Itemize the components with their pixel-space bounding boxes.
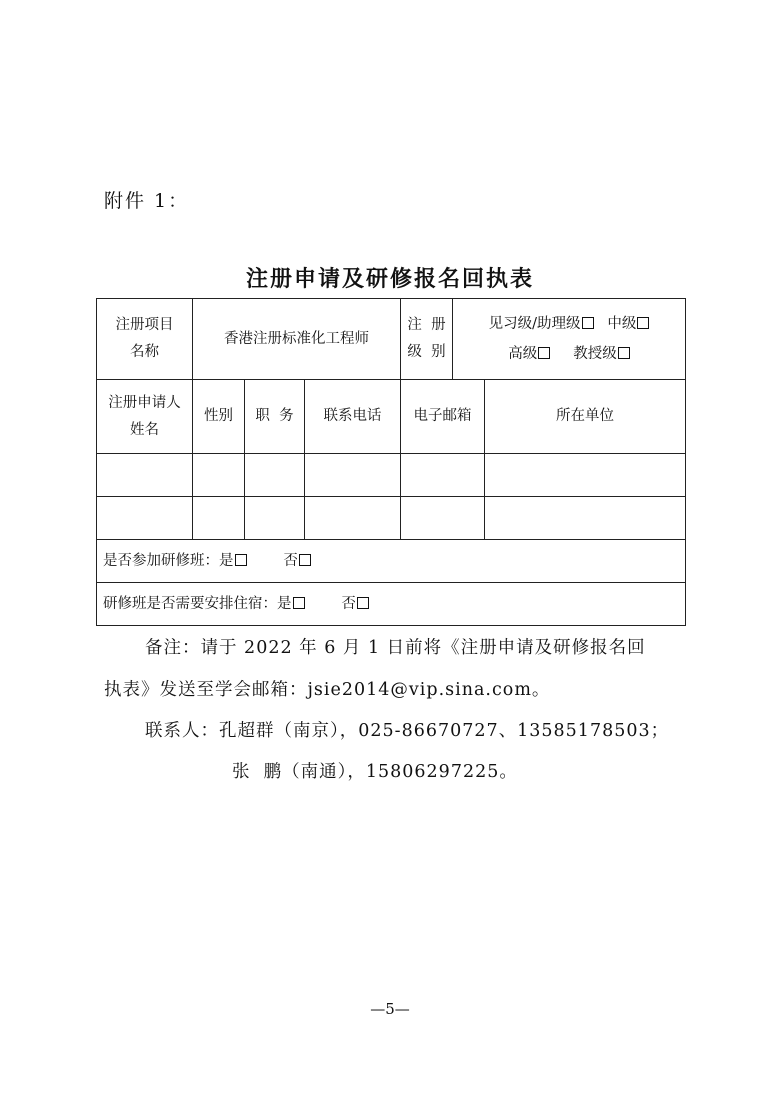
project-label-cell bbox=[97, 299, 193, 380]
accommodation-yes-checkbox[interactable] bbox=[293, 597, 305, 609]
header-applicant-name bbox=[97, 380, 193, 454]
professor-checkbox[interactable] bbox=[618, 347, 630, 359]
email-input-cell[interactable] bbox=[401, 454, 485, 497]
accommodation-row bbox=[97, 583, 686, 626]
level-option-trainee: 见习级/助理级 bbox=[488, 316, 581, 332]
email-input-cell[interactable] bbox=[401, 497, 485, 540]
trainee-checkbox[interactable] bbox=[582, 317, 594, 329]
table-row bbox=[97, 454, 686, 497]
attachment-label: 附件 1： bbox=[104, 190, 190, 212]
name-input-cell[interactable] bbox=[97, 497, 193, 540]
accommodation-question: 研修班是否需要安排住宿： bbox=[103, 595, 277, 612]
level-label-cell bbox=[401, 299, 453, 380]
contact-line1: 联系人：孔超群（南京），025-86670727、13585178503； bbox=[145, 721, 670, 741]
level-option-senior: 高级 bbox=[508, 346, 538, 362]
header-position: 职 务 bbox=[245, 380, 305, 454]
level-options-cell bbox=[453, 299, 686, 380]
table-row bbox=[97, 497, 686, 540]
study-class-question: 是否参加研修班： bbox=[103, 552, 219, 569]
header-name-line1: 注册申请人 bbox=[108, 394, 181, 411]
study-class-row bbox=[97, 540, 686, 583]
gender-input-cell[interactable] bbox=[193, 454, 245, 497]
header-email: 电子邮箱 bbox=[401, 380, 485, 454]
phone-input-cell[interactable] bbox=[305, 497, 401, 540]
name-input-cell[interactable] bbox=[97, 454, 193, 497]
organization-input-cell[interactable] bbox=[485, 497, 686, 540]
intermediate-checkbox[interactable] bbox=[637, 317, 649, 329]
accommodation-yes-label: 是 bbox=[277, 595, 292, 612]
level-label-line2: 级 别 bbox=[407, 344, 446, 360]
level-option-professor: 教授级 bbox=[573, 346, 617, 362]
note-line1: 备注：请于 2022 年 6 月 1 日前将《注册申请及研修报名回 bbox=[145, 638, 646, 658]
project-label-line2: 名称 bbox=[130, 344, 159, 360]
study-no-label: 否 bbox=[283, 552, 298, 569]
note-line2: 执表》发送至学会邮箱：jsie2014@vip.sina.com。 bbox=[104, 680, 551, 700]
study-yes-label: 是 bbox=[219, 552, 234, 569]
study-yes-checkbox[interactable] bbox=[235, 554, 247, 566]
accommodation-no-checkbox[interactable] bbox=[357, 597, 369, 609]
project-label-line1: 注册项目 bbox=[115, 317, 174, 333]
position-input-cell[interactable] bbox=[245, 454, 305, 497]
registration-form-table bbox=[96, 298, 686, 626]
form-title: 注册申请及研修报名回执表 bbox=[245, 266, 534, 292]
header-phone: 联系电话 bbox=[305, 380, 401, 454]
header-gender: 性别 bbox=[193, 380, 245, 454]
senior-checkbox[interactable] bbox=[538, 347, 550, 359]
contact-line2: 张 鹏（南通），15806297225。 bbox=[232, 762, 518, 782]
phone-input-cell[interactable] bbox=[305, 454, 401, 497]
position-input-cell[interactable] bbox=[245, 497, 305, 540]
header-organization: 所在单位 bbox=[485, 380, 686, 454]
level-label-line1: 注 册 bbox=[407, 317, 446, 333]
gender-input-cell[interactable] bbox=[193, 497, 245, 540]
accommodation-no-label: 否 bbox=[341, 595, 356, 612]
study-no-checkbox[interactable] bbox=[299, 554, 311, 566]
project-value-cell bbox=[193, 299, 401, 380]
project-value: 香港注册标准化工程师 bbox=[224, 330, 370, 347]
organization-input-cell[interactable] bbox=[485, 454, 686, 497]
header-name-line2: 姓名 bbox=[130, 421, 159, 438]
page-number: —5— bbox=[370, 1000, 410, 1018]
level-option-intermediate: 中级 bbox=[607, 316, 637, 332]
